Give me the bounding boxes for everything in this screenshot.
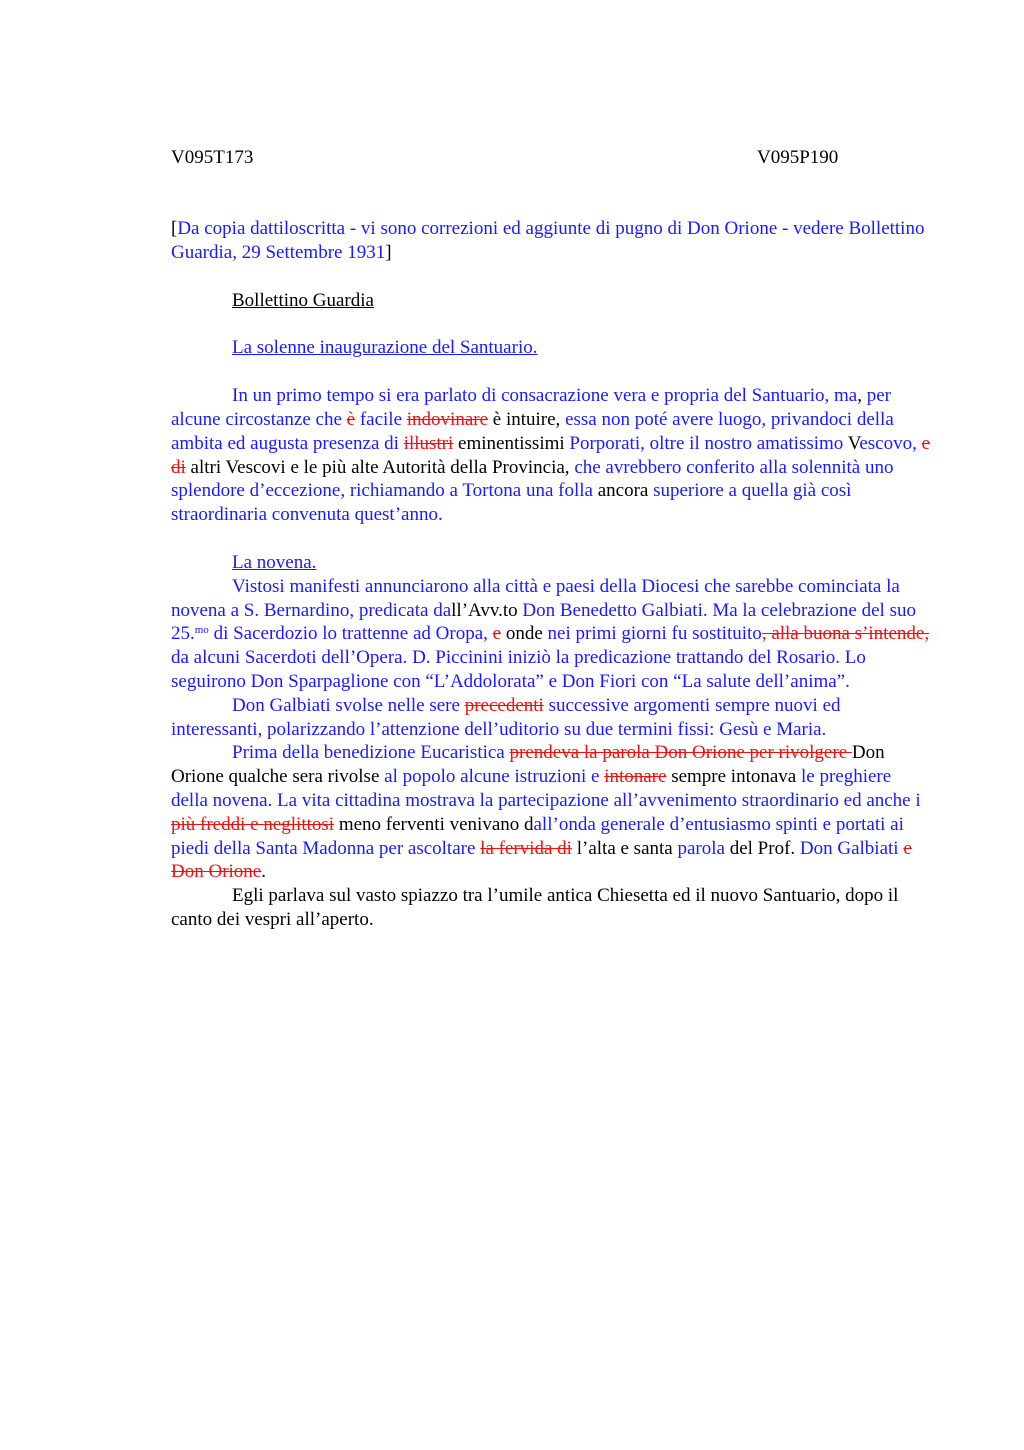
note-text: Da copia dattiloscritta - vi sono correzioni ed aggiunte di pugno di Don Orione - vedere Bollettino Guardia, 29 Settembre 1931	[171, 218, 925, 263]
text-run: Don Galbiati	[799, 837, 904, 859]
text-run: meno ferventi venivano d	[334, 813, 534, 835]
text-run: da alcuni Sacerdoti dell’Opera. D. Piccinini iniziò la predicazione trattando del Rosario. Lo seguirono Don Sparpaglione con “L’Addolorata” e Don Fiori con “La salute dell’anima”.	[171, 647, 866, 692]
text-run: .	[261, 861, 266, 883]
text-run: all’onda generale d’entusiasmo spinti e portati ai piedi della Santa Madonna per ascoltare	[171, 813, 904, 859]
deleted-text: indovinare	[406, 408, 489, 430]
text-run: Don Orione qualche sera rivolse	[171, 742, 885, 788]
deleted-text: precedenti	[464, 694, 544, 716]
deleted-text: e	[492, 623, 502, 645]
heading-novena-text: La novena.	[232, 551, 317, 573]
text-run: che avrebbero conferito alla solennità uno splendore d’eccezione, richiamando a Tortona una folla	[171, 456, 894, 502]
left-code: V095T173	[171, 147, 254, 168]
text-run: eminentissimi	[453, 432, 570, 454]
paragraph-5	[171, 884, 931, 932]
deleted-text: prendeva la parola Don Orione per rivolgere	[509, 742, 852, 764]
text-run: Egli parlava sul vasto spiazzo tra l’umile antica Chiesetta ed il nuovo Santuario, dopo il canto dei vespri all’aperto.	[171, 885, 899, 930]
text-run: V	[847, 432, 860, 454]
text-run: Porporati, oltre il nostro amatissimo	[569, 432, 848, 454]
text-run: le preghiere della novena. La vita cittadina mostrava la partecipazione all’avvenimento straordinario ed anche i	[171, 766, 921, 811]
text-run: Don Galbiati svolse nelle sere	[232, 694, 465, 716]
paragraph-4	[171, 741, 931, 884]
note-open-bracket: [	[171, 218, 178, 239]
text-run: del Prof.	[724, 837, 800, 859]
text-run: In un primo tempo si era parlato di consacrazione vera e propria del Santuario, ma	[232, 385, 858, 407]
text-run: altri Vescovi e le più alte Autorità della Provincia,	[185, 456, 575, 478]
deleted-text: , alla buona s’intende,	[761, 623, 930, 645]
text-run: ll’Avv.to	[451, 599, 523, 621]
text-run: per alcune circostanze che	[171, 385, 891, 430]
text-run: Vistosi manifesti annunciarono alla città e paesi della Diocesi che sarebbe cominciata la novena a S. Bernardino, predicata da	[171, 575, 900, 621]
heading-inaugurazione-text: La solenne inaugurazione del Santuario.	[232, 337, 538, 359]
text-run: sempre intonava	[666, 766, 801, 788]
text-run: escovo,	[859, 432, 922, 454]
text-run: superiore a quella già così straordinaria convenuta quest’anno.	[171, 480, 852, 526]
text-run: ,	[857, 385, 862, 407]
text-run: parola	[677, 837, 725, 859]
deleted-text: e Don Orione	[171, 837, 912, 883]
deleted-text: e di	[171, 432, 931, 478]
text-run: di Sacerdozio lo trattenne ad Oropa,	[208, 623, 493, 645]
paragraph-2	[171, 575, 931, 694]
text-run: essa non poté avere luogo, privandoci della ambita ed augusta presenza di	[171, 408, 894, 454]
note-close-bracket: ]	[385, 241, 392, 263]
text-run: successive argomenti sempre nuovi ed interessanti, polarizzando l’attenzione dell’uditorio su due termini fissi: Gesù e Maria.	[171, 694, 841, 740]
heading-bollettino-text: Bollettino Guardia	[232, 289, 374, 311]
deleted-text: illustri	[403, 432, 454, 454]
deleted-text: più freddi e neglittosi	[171, 813, 335, 835]
text-run: ancora	[592, 480, 654, 502]
text-run: Don Benedetto Galbiati. Ma la celebrazione del suo 25.	[171, 599, 916, 645]
text-run: l’alta e santa	[571, 837, 678, 859]
text-run: nei primi giorni fu sostituito	[547, 623, 762, 645]
deleted-text: è	[346, 408, 356, 430]
text-run: al popolo alcune istruzioni e	[384, 766, 605, 788]
paragraph-3	[171, 694, 931, 742]
text-run: è intuire,	[488, 408, 566, 430]
deleted-text: intonare	[604, 766, 667, 788]
superscript: mo	[194, 624, 209, 637]
heading-inaugurazione	[171, 336, 931, 360]
text-run: facile	[355, 408, 407, 430]
heading-novena	[171, 551, 931, 575]
text-run: onde	[501, 623, 548, 645]
paragraph-1	[171, 384, 931, 527]
deleted-text: la fervida di	[480, 837, 572, 859]
source-note	[171, 217, 931, 265]
document-body	[171, 217, 931, 932]
right-code: V095P190	[757, 147, 839, 168]
heading-bollettino	[171, 289, 931, 313]
text-run: Prima della benedizione Eucaristica	[232, 742, 510, 764]
